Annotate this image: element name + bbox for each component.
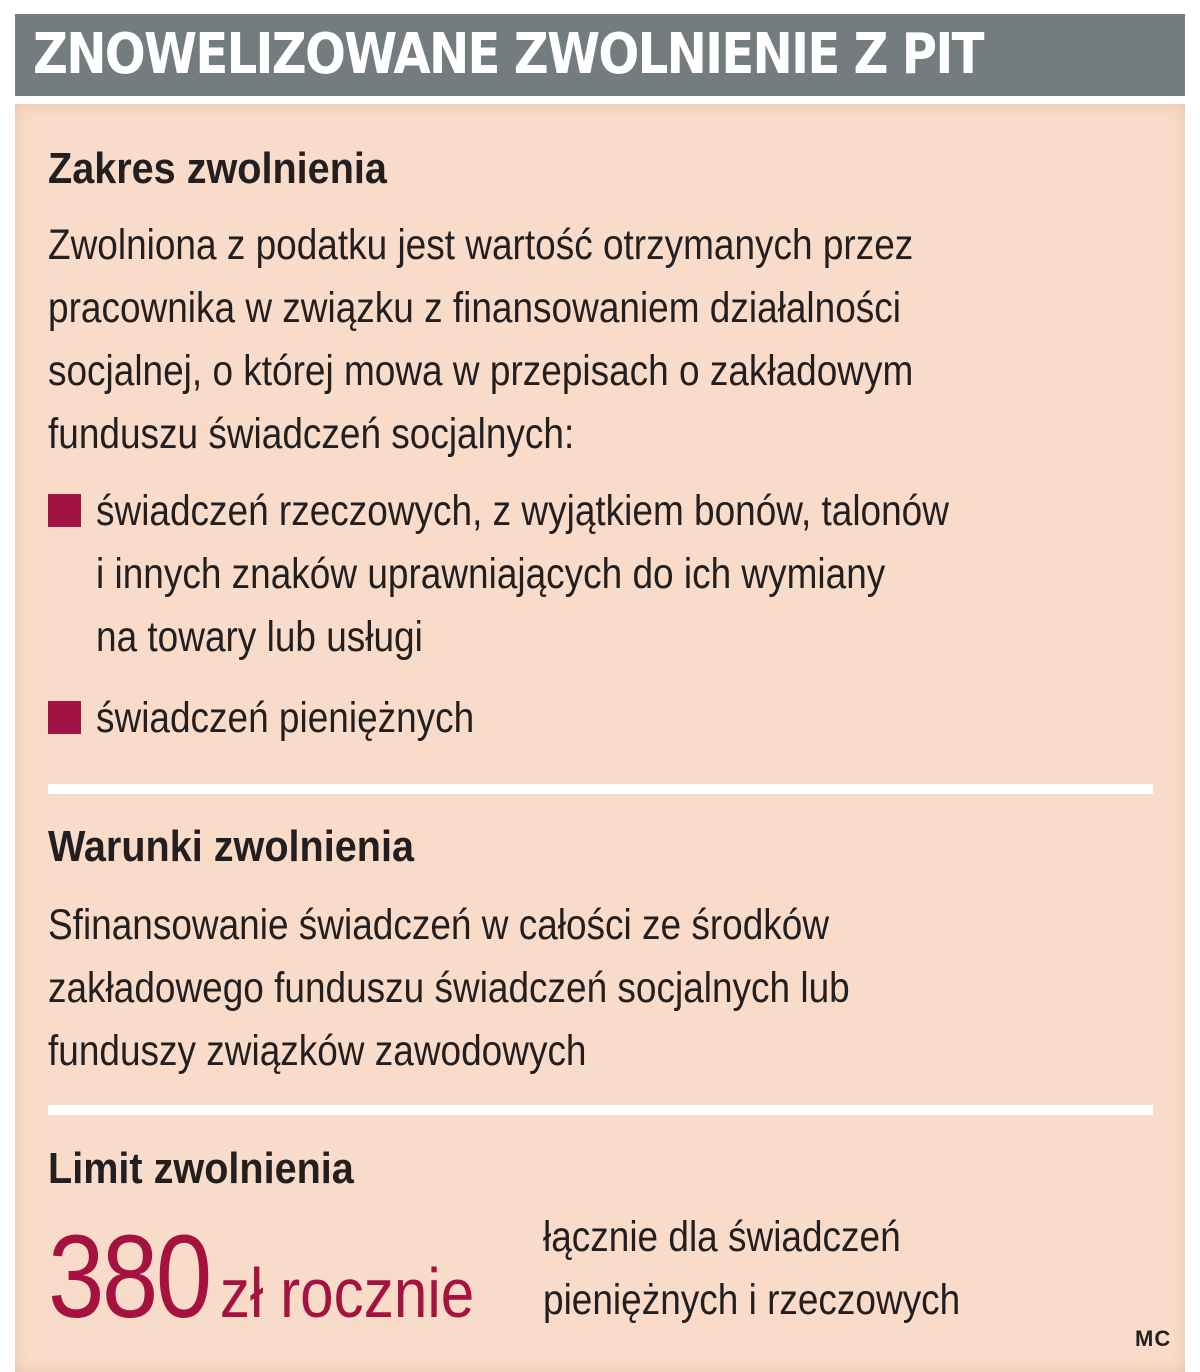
page-header <box>15 14 1185 96</box>
scope-paragraph-line: funduszu świadczeń socjalnych: <box>48 410 575 458</box>
section-divider <box>48 1105 1153 1115</box>
scope-section <box>48 144 1158 750</box>
bullet-line: i innych znaków uprawniających do ich wymiany <box>96 550 886 598</box>
info-panel <box>15 104 1185 1372</box>
limit-description-line: pieniężnych i rzeczowych <box>543 1276 961 1324</box>
conditions-paragraph-line: zakładowego funduszu świadczeń socjalnych lub <box>48 964 850 1012</box>
scope-paragraph <box>48 214 1157 466</box>
square-bullet-icon <box>48 494 81 527</box>
bullet-line: świadczeń pieniężnych <box>96 694 475 742</box>
conditions-paragraph-line: Sfinansowanie świadczeń w całości ze środków <box>48 901 830 949</box>
scope-heading: Zakres zwolnienia <box>48 144 387 193</box>
bullet-line: świadczeń rzeczowych, z wyjątkiem bonów, talonów <box>96 487 949 535</box>
square-bullet-icon <box>48 701 81 734</box>
bullet-text <box>96 480 1009 669</box>
conditions-heading: Warunki zwolnienia <box>48 822 414 871</box>
scope-bullet-item <box>48 687 1158 750</box>
conditions-paragraph <box>48 894 1157 1083</box>
conditions-section <box>48 822 1158 1083</box>
bullet-text <box>96 687 1009 750</box>
scope-bullet-item <box>48 480 1158 669</box>
bullet-line: na towary lub usługi <box>96 613 423 661</box>
limit-amount-value: 380 <box>48 1211 210 1343</box>
scope-paragraph-line: pracownika w związku z finansowaniem działalności <box>48 284 901 332</box>
section-divider <box>48 784 1153 794</box>
limit-heading: Limit zwolnienia <box>48 1144 354 1193</box>
conditions-paragraph-line: funduszy związków zawodowych <box>48 1027 587 1075</box>
scope-paragraph-line: Zwolniona z podatku jest wartość otrzymanych przez <box>48 221 914 269</box>
scope-paragraph-line: socjalnej, o której mowa w przepisach o zakładowym <box>48 347 914 395</box>
page-title: ZNOWELIZOWANE ZWOLNIENIE Z PIT <box>33 22 983 87</box>
limit-description <box>543 1206 960 1332</box>
limit-description-line: łącznie dla świadczeń <box>543 1213 901 1261</box>
author-credit: MC <box>1135 1326 1172 1351</box>
limit-amount-unit: zł rocznie <box>219 1254 475 1332</box>
limit-section <box>48 1144 1158 1194</box>
limit-amount <box>48 1212 474 1358</box>
